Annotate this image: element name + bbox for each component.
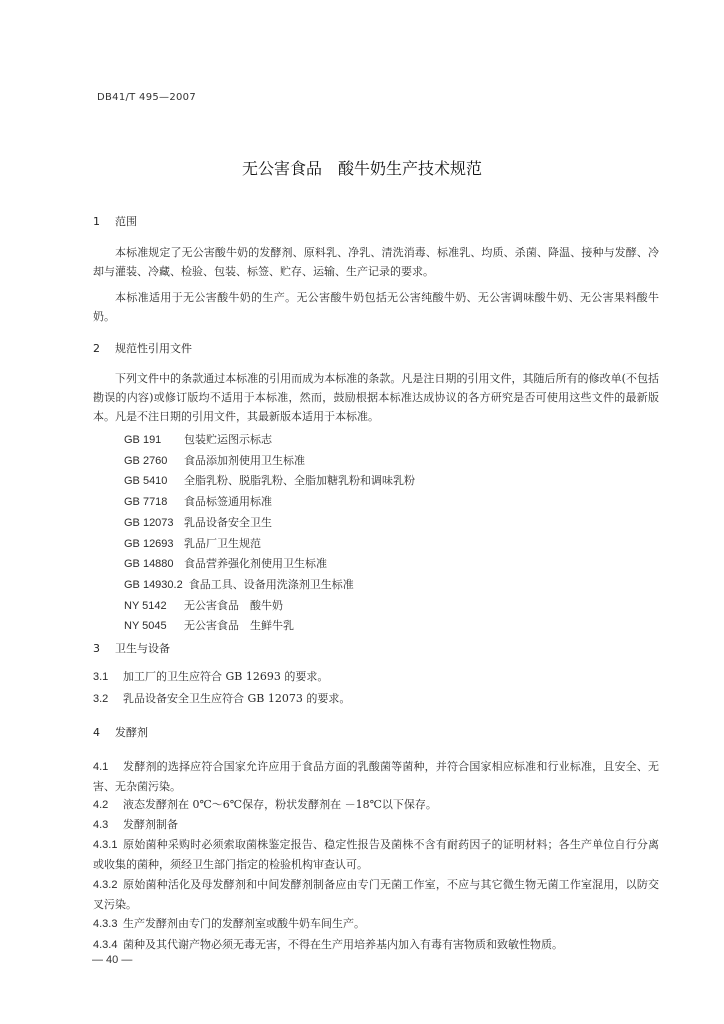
page-title: 无公害食品 酸牛奶生产技术规范 bbox=[241, 159, 482, 178]
reference-name: 食品营养强化剂使用卫生标准 bbox=[184, 557, 327, 571]
clause-number: 4.3.3 bbox=[93, 918, 118, 930]
clause-4-2 bbox=[93, 795, 659, 815]
clause-number: 4.3.4 bbox=[93, 939, 118, 951]
reference-name: 乳品厂卫生规范 bbox=[184, 536, 261, 550]
clause-text: 原始菌种活化及母发酵剂和中间发酵剂制备应由专门无菌工作室，不应与其它微生物无菌工作室混用，以防交叉污染。 bbox=[93, 878, 659, 911]
section-1-title: 范围 bbox=[115, 215, 137, 228]
reference-name: 全脂乳粉、脱脂乳粉、全脂加糖乳粉和调味乳粉 bbox=[184, 474, 415, 488]
reference-item bbox=[124, 451, 415, 472]
section-2-paragraph-1: 下列文件中的条款通过本标准的引用而成为本标准的条款。凡是注日期的引用文件，其随后所有的修改单(不包括勘误的内容)或修订版均不适用于本标准，然而，鼓励根据本标准达成协议的各方研究是否可使用这些文件的最新版本。凡是不注日期的引用文件，其最新版本适用于本标准。 bbox=[93, 372, 659, 423]
reference-name: 包装贮运图示标志 bbox=[184, 433, 272, 446]
section-2-heading bbox=[93, 340, 192, 356]
reference-code: GB 14930.2 bbox=[124, 578, 183, 591]
clause-text: 生产发酵剂由专门的发酵剂室或酸牛奶车间生产。 bbox=[123, 917, 365, 930]
clause-number: 4.2 bbox=[93, 799, 109, 811]
clause-number: 3.2 bbox=[93, 693, 109, 705]
reference-name: 无公害食品 酸牛奶 bbox=[184, 598, 283, 612]
clause-text: 乳品设备安全卫生应符合 GB 12073 的要求。 bbox=[123, 692, 351, 705]
section-4-title: 发酵剂 bbox=[115, 726, 148, 739]
reference-item bbox=[124, 534, 415, 555]
document-id: DB41/T 495—2007 bbox=[97, 92, 196, 103]
reference-code: GB 12693 bbox=[124, 537, 174, 550]
clause-4-1 bbox=[93, 757, 659, 796]
clause-3-2 bbox=[93, 689, 659, 709]
clause-4-3 bbox=[93, 815, 659, 835]
reference-name: 食品标签通用标准 bbox=[184, 495, 272, 509]
section-3-number: 3 bbox=[93, 642, 100, 655]
reference-item bbox=[124, 575, 415, 596]
page-number: — 40 — bbox=[92, 954, 133, 966]
clause-number: 4.3.1 bbox=[93, 839, 118, 851]
reference-code: GB 7718 bbox=[124, 496, 168, 509]
reference-code: NY 5045 bbox=[124, 620, 167, 633]
reference-code: GB 14880 bbox=[124, 558, 174, 571]
reference-item bbox=[124, 471, 415, 492]
clause-number: 4.3.2 bbox=[93, 879, 118, 891]
section-1-number: 1 bbox=[93, 215, 100, 228]
reference-item bbox=[124, 513, 415, 534]
reference-name: 乳品设备安全卫生 bbox=[184, 515, 272, 529]
clause-4-3-3 bbox=[93, 914, 659, 934]
clause-4-3-2 bbox=[93, 875, 659, 914]
reference-code: GB 12073 bbox=[124, 516, 174, 529]
clause-text: 液态发酵剂在 0℃～6℃保存，粉状发酵剂在 －18℃以下保存。 bbox=[123, 798, 437, 811]
reference-code: GB 5410 bbox=[124, 475, 168, 488]
section-3-heading bbox=[93, 640, 170, 656]
clause-4-3-4 bbox=[93, 935, 659, 955]
reference-code: GB 191 bbox=[124, 434, 162, 446]
reference-code: NY 5142 bbox=[124, 599, 167, 612]
clause-number: 4.3 bbox=[93, 819, 109, 831]
clause-text: 加工厂的卫生应符合 GB 12693 的要求。 bbox=[123, 670, 329, 683]
section-4-number: 4 bbox=[93, 726, 100, 739]
reference-item bbox=[124, 430, 415, 451]
clause-text: 发酵剂制备 bbox=[123, 818, 178, 831]
reference-code: GB 2760 bbox=[124, 454, 168, 467]
clause-4-3-1 bbox=[93, 835, 659, 874]
section-1-paragraph-1: 本标准规定了无公害酸牛奶的发酵剂、原料乳、净乳、清洗消毒、标准乳、均质、杀菌、降温、接种与发酵、冷却与灌装、冷藏、检验、包装、标签、贮存、运输、生产记录的要求。 bbox=[93, 246, 659, 278]
reference-name: 无公害食品 生鲜牛乳 bbox=[184, 619, 294, 633]
clause-3-1 bbox=[93, 667, 659, 687]
section-2-number: 2 bbox=[93, 342, 100, 355]
reference-item bbox=[124, 554, 415, 575]
clause-number: 3.1 bbox=[93, 671, 109, 683]
reference-item bbox=[124, 596, 415, 617]
reference-name: 食品添加剂使用卫生标准 bbox=[184, 453, 305, 467]
section-1-heading bbox=[93, 213, 137, 229]
section-3-title: 卫生与设备 bbox=[115, 642, 170, 655]
clause-text: 菌种及其代谢产物必须无毒无害，不得在生产用培养基内加入有毒有害物质和致敏性物质。 bbox=[123, 938, 563, 951]
clause-text: 发酵剂的选择应符合国家允许应用于食品方面的乳酸菌等菌种，并符合国家相应标准和行业标准，且安全、无害、无杂菌污染。 bbox=[93, 760, 659, 793]
clause-number: 4.1 bbox=[93, 761, 109, 773]
clause-text: 原始菌种采购时必须索取菌株鉴定报告、稳定性报告及菌株不含有耐药因子的证明材料；各生产单位自行分离或收集的菌种，须经卫生部门指定的检验机构审查认可。 bbox=[93, 838, 659, 871]
reference-item bbox=[124, 492, 415, 513]
section-1-paragraph-2: 本标准适用于无公害酸牛奶的生产。无公害酸牛奶包括无公害纯酸牛奶、无公害调味酸牛奶、无公害果料酸牛奶。 bbox=[93, 291, 659, 323]
normative-references-list bbox=[124, 430, 415, 637]
reference-name: 食品工具、设备用洗涤剂卫生标准 bbox=[188, 577, 354, 591]
reference-item bbox=[124, 616, 415, 637]
section-4-heading bbox=[93, 724, 148, 740]
section-2-title: 规范性引用文件 bbox=[115, 342, 192, 355]
